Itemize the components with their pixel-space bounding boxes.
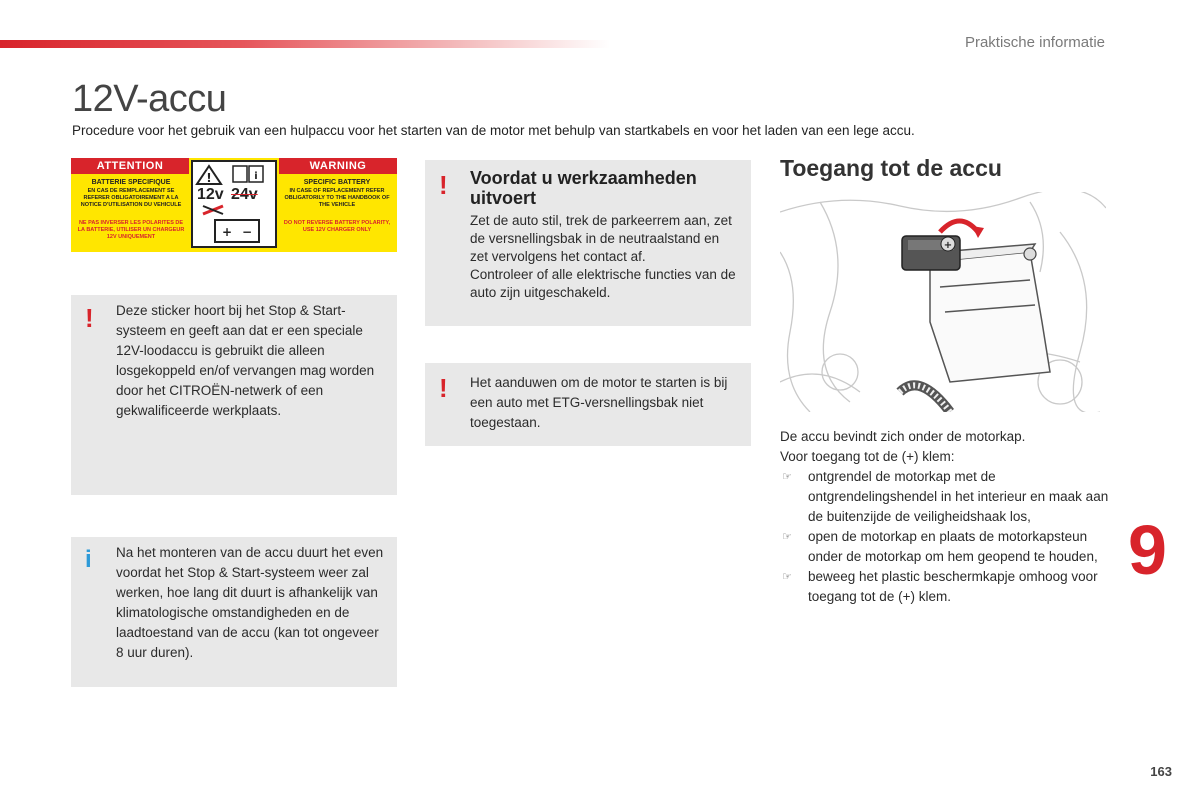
sticker-right-text: IN CASE OF REPLACEMENT REFER OBLIGATORILY TO THE HANDBOOK OF THE VEHICLE — [284, 188, 390, 208]
svg-text:+: + — [943, 240, 953, 251]
warning-note-sticker — [71, 295, 397, 495]
sticker-left-heading: BATTERIE SPECIFIQUE — [91, 179, 171, 186]
page-title: 12V-accu — [72, 78, 227, 120]
warning-note-before-work — [425, 160, 751, 326]
chapter-number: 9 — [1128, 511, 1167, 589]
engine-bay-battery-icon — [780, 192, 1106, 412]
step-text: beweeg het plastic beschermkapje omhoog voor toegang tot de (+) klem. — [808, 569, 1098, 604]
intro-text: Procedure voor het gebruik van een hulpaccu voor het starten van de motor met behulp van startkabels en voor het laden van een lege accu. — [72, 123, 915, 138]
step-text: open de motorkap en plaats de motorkapsteun onder de motorkap om hem geopend te houden, — [808, 529, 1098, 564]
access-instructions — [780, 427, 1120, 607]
exclamation-icon: ! — [439, 170, 448, 200]
section-header: Praktische informatie — [964, 34, 1105, 51]
sticker-left-text: EN CAS DE REMPLACEMENT SE REFERER OBLIGATOIREMENT A LA NOTICE D'UTILISATION DU VEHICULE — [80, 188, 182, 208]
page-number: 163 — [1150, 764, 1172, 779]
pointing-hand-icon: ☞ — [782, 471, 792, 483]
pointing-hand-icon: ☞ — [782, 571, 792, 583]
sticker-pictogram — [191, 160, 277, 248]
sticker-warning-label: WARNING — [279, 158, 397, 174]
before-work-heading: Voordat u werkzaamheden uitvoert — [470, 168, 697, 208]
step-text: ontgrendel de motorkap met de ontgrendelingshendel in het interieur en maak aan de buitenzijde de veiligheidshaak los, — [808, 469, 1109, 524]
warning-note-etg — [425, 363, 751, 446]
etg-note-text: Het aanduwen om de motor te starten is bij een auto met ETG-versnellingsbak niet toegestaan. — [470, 375, 728, 430]
svg-text:−: − — [241, 225, 253, 239]
pointing-hand-icon: ☞ — [782, 531, 792, 543]
info-icon: i — [85, 546, 92, 573]
sticker-24v-label: 24v — [231, 186, 258, 203]
svg-text:+: + — [221, 225, 233, 239]
exclamation-icon: ! — [439, 373, 448, 403]
section-title-access: Toegang tot de accu — [780, 155, 1002, 181]
list-item — [780, 527, 1120, 567]
battery-warning-sticker — [71, 158, 397, 252]
info-note-text: Na het monteren van de accu duurt het even voordat het Stop & Start-systeem weer zal werken, hoe lang dit duurt is afhankelijk van klimatologische omstandigheden en de laadtoestand van de accu (kan tot ongeveer 8 uur duren). — [116, 545, 384, 660]
sticker-right-heading: SPECIFIC BATTERY — [303, 179, 371, 186]
svg-text:!: ! — [206, 171, 212, 185]
list-item — [780, 467, 1120, 527]
info-note-restart — [71, 537, 397, 687]
header-accent-bar — [0, 40, 610, 48]
sticker-left-red-text: NE PAS INVERSER LES POLARITES DE LA BATTERIE, UTILISER UN CHARGEUR 12V UNIQUEMENT — [77, 220, 185, 240]
warning-note-text: Deze sticker hoort bij het Stop & Start-systeem en geeft aan dat er een speciale 12V-loodaccu is gebruikt die alleen losgekoppeld en/of vervangen mag worden door het CITROËN-netwerk of een gekwalificeerde werkplaats. — [116, 303, 375, 418]
access-intro-line: Voor toegang tot de (+) klem: — [780, 449, 955, 464]
svg-text:i: i — [254, 171, 258, 182]
sticker-right-red-text: DO NOT REVERSE BATTERY POLARITY, USE 12V CHARGER ONLY — [283, 220, 391, 233]
sticker-12v-label: 12v — [197, 186, 224, 203]
list-item — [780, 567, 1120, 607]
exclamation-icon: ! — [85, 303, 94, 333]
battery-pictogram-icon — [193, 162, 275, 246]
battery-location-illustration — [780, 192, 1106, 412]
sticker-attention-label: ATTENTION — [71, 158, 189, 174]
access-intro-line: De accu bevindt zich onder de motorkap. — [780, 429, 1026, 444]
before-work-text: Zet de auto stil, trek de parkeerrem aan, zet de versnellingsbak in de neutraalstand en zet vervolgens het contact af. Controleer of alle elektrische functies van de auto zijn uitgeschakeld. — [470, 213, 736, 300]
